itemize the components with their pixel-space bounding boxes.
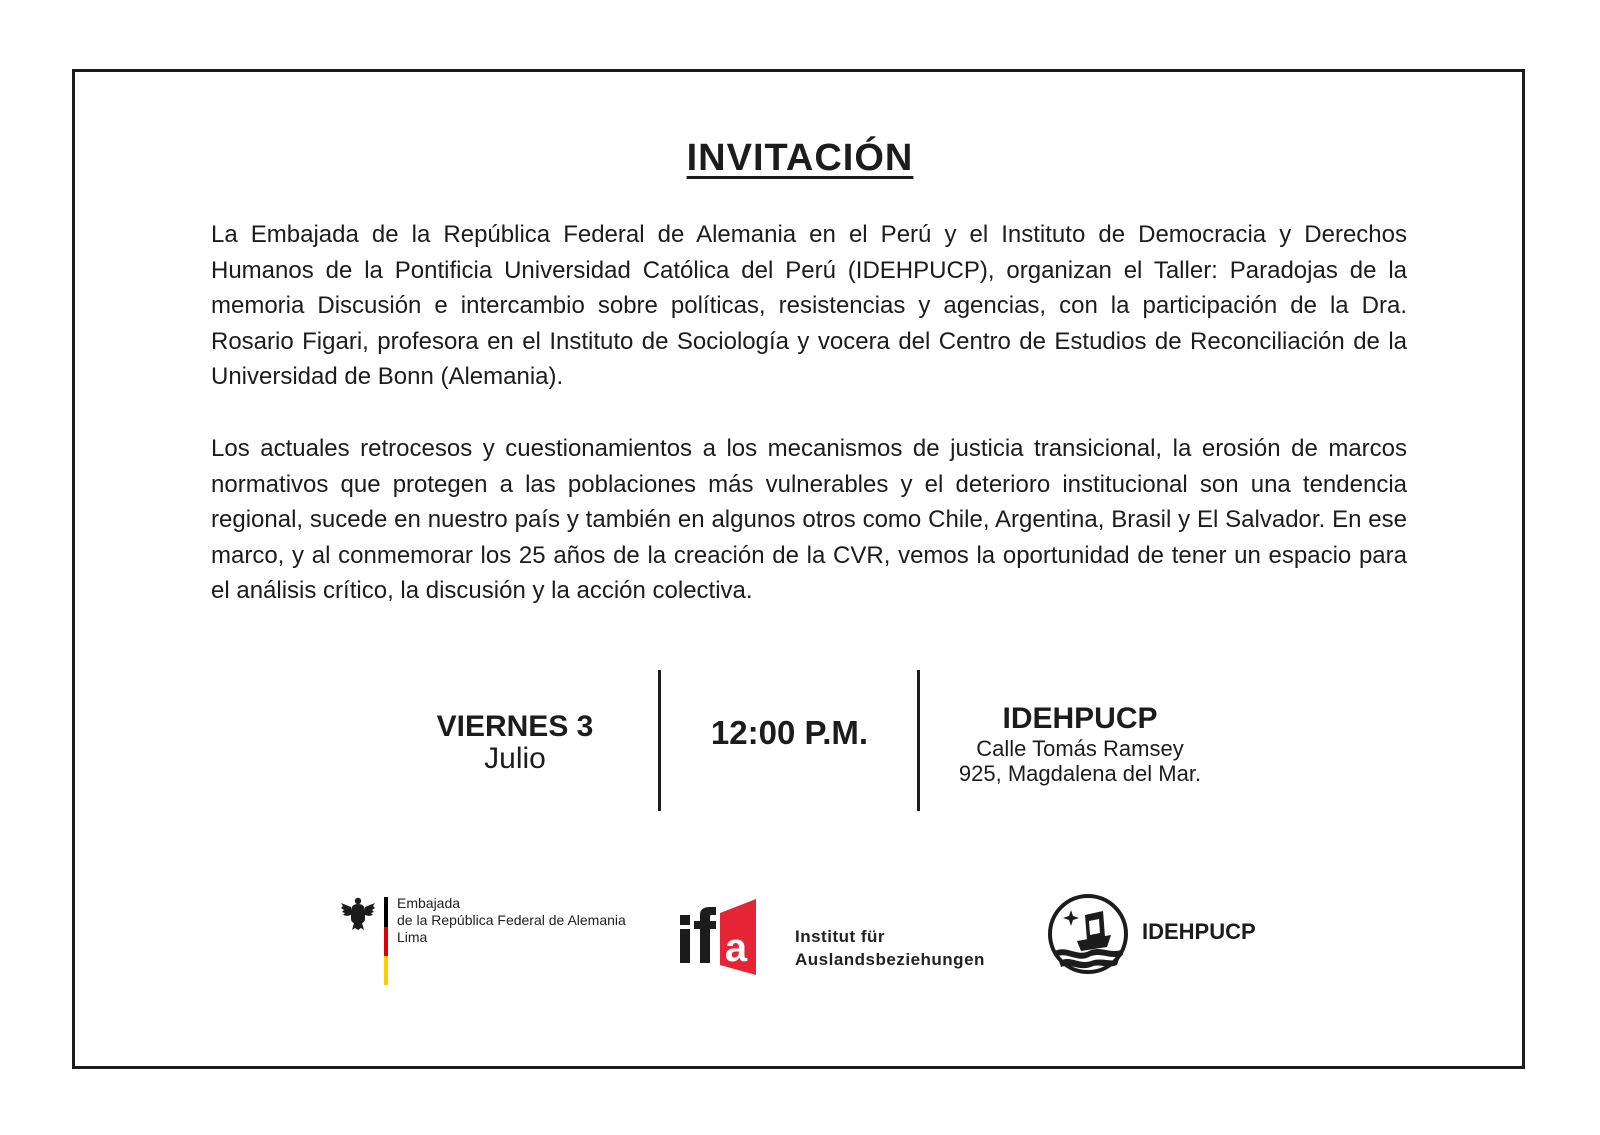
venue-address-line1: Calle Tomás Ramsey	[976, 736, 1184, 761]
embassy-line3: Lima	[397, 929, 428, 945]
ifa-line1: Institut für	[795, 927, 886, 946]
german-eagle-icon	[340, 895, 376, 931]
event-venue	[935, 702, 1225, 786]
event-details	[0, 670, 1600, 810]
embassy-line1: Embajada	[397, 895, 461, 911]
ifa-line2: Auslandsbeziehungen	[795, 950, 985, 969]
embassy-logo	[340, 895, 640, 985]
event-date	[405, 710, 625, 774]
embassy-line2: de la República Federal de Alemania	[397, 912, 626, 928]
event-time: 12:00 P.M.	[710, 714, 869, 751]
ifa-a-letter: a	[724, 926, 748, 970]
flag-bar	[384, 897, 388, 985]
ship-emblem-icon	[1047, 893, 1129, 975]
event-day: VIERNES 3	[436, 710, 594, 743]
divider	[658, 670, 661, 811]
intro-paragraph: La Embajada de la República Federal de Alemania en el Perú y el Instituto de Democracia y Derechos Humanos de la Pontificia Universidad Católica del Perú (IDEHPUCP), organizan el Taller: Paradojas de la memoria Discusión e intercambio sobre políticas, resistencias y agencias, con la participación de la Dra. Rosario Figari, profesora en el Instituto de Sociología y vocera del Centro de Estudios de Reconciliación de la Universidad de Bonn (Alemania).	[211, 221, 1407, 390]
ifa-logo	[678, 895, 1008, 975]
ifa-logo-text	[795, 925, 985, 971]
idehpucp-logo-text: IDEHPUCP	[1142, 919, 1256, 944]
invitation-title	[0, 137, 1600, 180]
event-month: Julio	[484, 742, 546, 775]
divider	[917, 670, 920, 811]
embassy-logo-text	[397, 895, 626, 946]
venue-address-line2: 925, Magdalena del Mar.	[958, 761, 1202, 786]
context-paragraph: Los actuales retrocesos y cuestionamientos a los mecanismos de justicia transicional, la erosión de marcos normativos que protegen a las poblaciones más vulnerables y el deterioro institucional son una tendencia regional, sucede en nuestro país y también en algunos otros como Chile, Argentina, Brasil y El Salvador. En ese marco, y al conmemorar los 25 años de la creación de la CVR, vemos la oportunidad de tener un espacio para el análisis crítico, la discusión y la acción colectiva.	[211, 435, 1407, 604]
venue-name: IDEHPUCP	[1002, 702, 1158, 735]
title-text: INVITACIÓN	[686, 137, 914, 179]
idehpucp-logo	[1047, 893, 1287, 975]
ifa-logo-mark	[678, 895, 786, 975]
